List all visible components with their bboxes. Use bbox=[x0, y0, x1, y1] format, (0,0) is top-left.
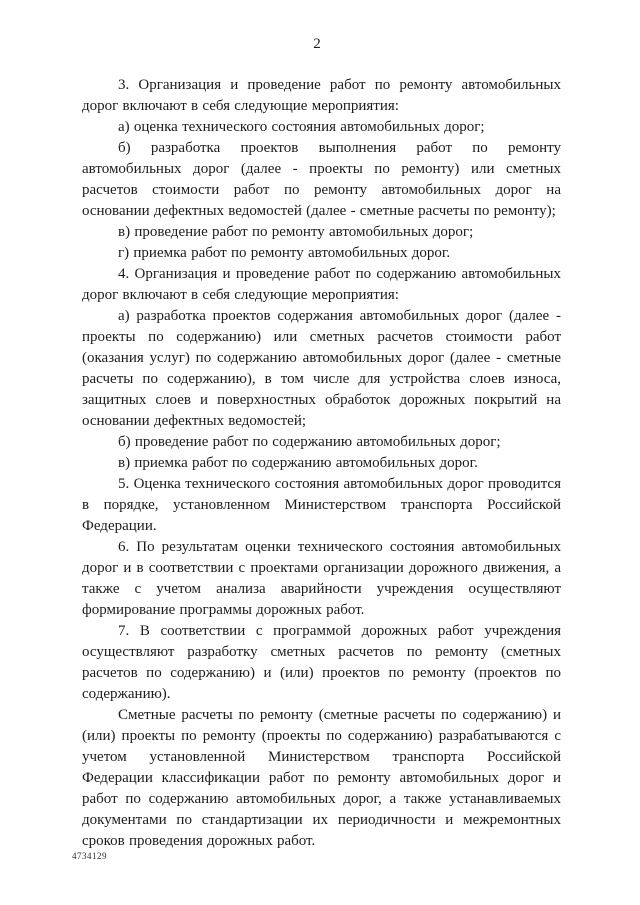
document-body bbox=[82, 75, 561, 852]
page-number: 2 bbox=[313, 36, 321, 52]
paragraph-7-continued: Сметные расчеты по ремонту (сметные расчеты по содержанию) и (или) проекты по ремонту (проекты по содержанию) разрабатываются с учетом установленной Министерством транспорта Российской Федерации классификации работ по ремонту автомобильных дорог и работ по содержанию автомобильных дорог, а также устанавливаемых документами по стандартизации их периодичности и межремонтных сроков проведения дорожных работ. bbox=[82, 707, 561, 849]
paragraph-6: 6. По результатам оценки технического состояния автомобильных дорог и в соответствии с проектами организации дорожного движения, а также с учетом анализа аварийности учреждения осуществляют формирование программы дорожных работ. bbox=[82, 539, 561, 618]
paragraph-4b: б) проведение работ по содержанию автомобильных дорог; bbox=[118, 434, 501, 450]
paragraph-7: 7. В соответствии с программой дорожных работ учреждения осуществляют разработку сметных расчетов по ремонту (сметных расчетов по содержанию) и (или) проектов по ремонту (проектов по содержанию). bbox=[82, 623, 561, 702]
paragraph-3b: б) разработка проектов выполнения работ по ремонту автомобильных дорог (далее - проекты по ремонту) или сметных расчетов стоимости работ по ремонту автомобильных дорог на основании дефектных ведомостей (далее - сметные расчеты по ремонту); bbox=[82, 140, 561, 219]
footer-code: 4734129 bbox=[72, 851, 107, 861]
paragraph-4v: в) приемка работ по содержанию автомобильных дорог. bbox=[118, 455, 478, 471]
paragraph-4-intro: 4. Организация и проведение работ по содержанию автомобильных дорог включают в себя следующие мероприятия: bbox=[82, 266, 561, 303]
paragraph-3a: а) оценка технического состояния автомобильных дорог; bbox=[118, 119, 485, 135]
paragraph-5: 5. Оценка технического состояния автомобильных дорог проводится в порядке, установленном Министерством транспорта Российской Федерации. bbox=[82, 476, 561, 534]
paragraph-3g: г) приемка работ по ремонту автомобильных дорог. bbox=[118, 245, 451, 261]
paragraph-4a: а) разработка проектов содержания автомобильных дорог (далее - проекты по содержанию) или сметных расчетов стоимости работ (оказания услуг) по содержанию автомобильных дорог (далее - сметные расчеты по содержанию), в том числе для устройства слоев износа, защитных слоев и поверхностных обработок дорожных покрытий на основании дефектных ведомостей; bbox=[82, 308, 561, 429]
paragraph-3-intro: 3. Организация и проведение работ по ремонту автомобильных дорог включают в себя следующие мероприятия: bbox=[82, 77, 561, 114]
paragraph-3v: в) проведение работ по ремонту автомобильных дорог; bbox=[118, 224, 474, 240]
